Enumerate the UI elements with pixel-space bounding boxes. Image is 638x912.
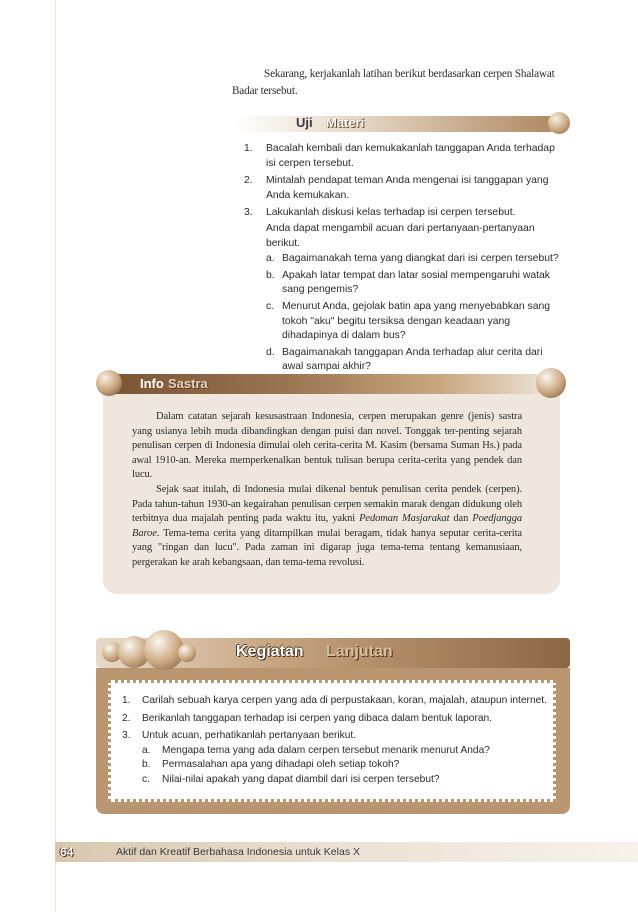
kegiatan-item bbox=[122, 712, 552, 727]
info-sastra-title-part2: Sastra bbox=[168, 376, 208, 391]
uji-item-number: 2. bbox=[244, 175, 253, 187]
uji-item-number: 1. bbox=[244, 143, 253, 154]
uji-sub-item bbox=[244, 252, 562, 267]
decorative-ball-icon bbox=[548, 112, 570, 134]
kegiatan-title-part2: Lanjutan bbox=[326, 643, 393, 660]
kegiatan-sub-text: Nilai-nilai apakah yang dapat diambil dari isi cerpen tersebut? bbox=[162, 773, 440, 785]
intro-paragraph: Sekarang, kerjakanlah latihan berikut berdasarkan cerpen Shalawat Badar tersebut. bbox=[232, 68, 555, 97]
uji-materi-bar bbox=[234, 116, 552, 132]
kegiatan-item-text: Berikanlah tanggapan terhadap isi cerpen yang dibaca dalam bentuk laporan. bbox=[142, 712, 493, 724]
kegiatan-sub-item bbox=[122, 744, 552, 759]
kegiatan-item-number: 2. bbox=[122, 712, 131, 724]
info-p2-text: dan bbox=[449, 513, 473, 525]
uji-sub-letter: a. bbox=[266, 253, 275, 265]
page-number: 64 bbox=[60, 845, 74, 859]
uji-item bbox=[244, 206, 562, 221]
info-paragraph-1: Dalam catatan sejarah kesusastraan Indonesia, cerpen merupakan genre (jenis) sastra yang usianya lebih muda dibandingkan dengan puisi dan novel. Tonggak ter-penting sejarah penulisan cerpen di Indonesia dimulai oleh cerita-cerita M. Kasim (bersama Suman Hs.) pada awal 1910-an. Mereka memperkenalkan bentuk tulisan berupa cerita-cerita yang pendek dan lucu. bbox=[132, 411, 522, 481]
decorative-ball-icon bbox=[536, 368, 566, 398]
uji-sub-text: Menurut Anda, gejolak batin apa yang menyebabkan sang tokoh "aku" begitu tersiksa dengan keadaan yang dihadapinya di dalam bus? bbox=[282, 300, 551, 342]
footer-book-title: Aktif dan Kreatif Berbahasa Indonesia untuk Kelas X bbox=[116, 846, 360, 858]
kegiatan-sub-text: Mengapa tema yang ada dalam cerpen tersebut menarik menurut Anda? bbox=[162, 744, 490, 756]
kegiatan-sub-letter: b. bbox=[142, 759, 151, 771]
info-p2-text: . Tema-tema cerita yang ditampilkan mulai beragam, tidak hanya seputar cerita-cerita yang "ringan dan lucu". Pada zaman ini digarap juga tema-tema tentang kemanusiaan, pergerakan ke arah kebangsaan, dan tema-tema revolusi. bbox=[132, 527, 522, 568]
kegiatan-sub-item bbox=[122, 773, 552, 788]
uji-sub-text: Bagaimanakah tanggapan Anda terhadap alur cerita dari awal sampai akhir? bbox=[282, 346, 543, 373]
kegiatan-item bbox=[122, 694, 552, 709]
uji-item-text: Bacalah kembali dan kemukakanlah tanggapan Anda terhadap isi cerpen tersebut. bbox=[266, 143, 555, 169]
kegiatan-sub-letter: a. bbox=[142, 744, 151, 756]
uji-materi-banner bbox=[234, 112, 570, 134]
info-sastra-header bbox=[96, 370, 570, 396]
kegiatan-list bbox=[122, 694, 552, 788]
uji-item bbox=[244, 174, 562, 203]
uji-materi-title-part2: Materi bbox=[326, 115, 365, 130]
kegiatan-sub-letter: c. bbox=[142, 773, 150, 785]
page-edge-line bbox=[55, 0, 56, 912]
info-p2-italic-magazine: Pedoman Masjarakat bbox=[359, 513, 450, 525]
uji-sub-letter: c. bbox=[266, 300, 275, 312]
uji-item bbox=[244, 142, 562, 171]
uji-materi-title-part1: Uji bbox=[296, 115, 313, 130]
info-p2-text: Sejak saat itulah, di Indonesia mulai dikenal bentuk penulisan cerita pendek (cerpen). Pada tahun-tahun 1930-an kegairahan penulisan cerpen semakin marak dengan didukung oleh terbitnya dua majalah penting pada waktu itu, yakni bbox=[132, 483, 522, 525]
uji-sub-letter: d. bbox=[266, 346, 275, 358]
uji-item-text: Mintalah pendapat teman Anda mengenai isi tanggapan yang Anda kemukakan. bbox=[266, 175, 549, 201]
uji-item-text: Lakukanlah diskusi kelas terhadap isi cerpen tersebut. bbox=[266, 207, 516, 219]
info-sastra-title-part1: Info bbox=[140, 376, 164, 391]
uji-sub-item bbox=[244, 300, 562, 344]
info-p2-italic-magazine: Poedjangga Baroe bbox=[132, 513, 522, 539]
uji-item-number: 3. bbox=[244, 207, 253, 219]
uji-sub-text: Bagaimanakah tema yang diangkat dari isi cerpen tersebut? bbox=[282, 253, 559, 265]
decorative-ball-icon bbox=[178, 644, 196, 662]
info-sastra-text bbox=[132, 410, 522, 571]
uji-materi-list bbox=[244, 142, 562, 377]
uji-sub-text: Apakah latar tempat dan latar sosial mempengaruhi watak sang pengemis? bbox=[282, 269, 550, 296]
kegiatan-item-number: 3. bbox=[122, 730, 131, 742]
kegiatan-item-text: Carilah sebuah karya cerpen yang ada di perpustakaan, koran, majalah, ataupun internet. bbox=[142, 695, 547, 706]
kegiatan-item-number: 1. bbox=[122, 695, 131, 706]
kegiatan-item-text: Untuk acuan, perhatikanlah pertanyaan berikut. bbox=[142, 730, 357, 742]
kegiatan-title-part1: Kegiatan bbox=[236, 643, 304, 660]
kegiatan-sub-item bbox=[122, 758, 552, 773]
kegiatan-sub-text: Permasalahan apa yang dihadapi oleh setiap tokoh? bbox=[162, 759, 400, 771]
uji-sub-intro: Anda dapat mengambil acuan dari pertanyaan-pertanyaan berikut. bbox=[266, 222, 535, 249]
kegiatan-item bbox=[122, 729, 552, 744]
info-paragraph-2 bbox=[132, 483, 522, 571]
uji-sub-item bbox=[244, 269, 562, 298]
kegiatan-lanjutan-header bbox=[96, 630, 570, 672]
decorative-ball-icon bbox=[96, 370, 122, 396]
uji-sub-letter: b. bbox=[266, 269, 275, 281]
